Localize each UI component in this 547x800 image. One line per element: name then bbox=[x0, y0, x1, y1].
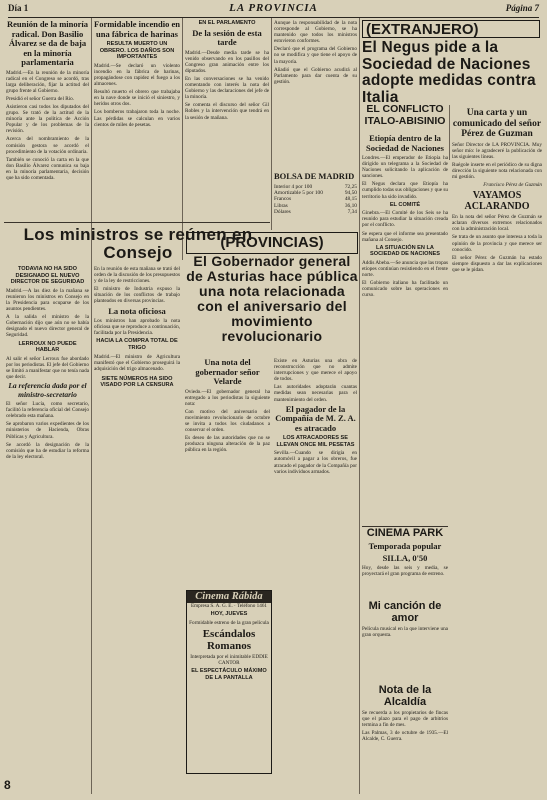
article-text: Presidió el señor Guerra del Río. bbox=[6, 95, 74, 102]
article-text: Aunque la responsabilidad de la nota corresponde al Gobierno, se ha mantenido que todos los ministros estuvieron conformes. bbox=[274, 20, 357, 45]
headline-carta: Una carta y un comunicado del señor Pérez de Guzman bbox=[452, 108, 542, 139]
article-parlamento bbox=[185, 20, 269, 220]
article-text: Las Palmas, 3 de octubre de 1935.—El Alcalde, C. Guerra. bbox=[362, 730, 448, 743]
subheadline-trigo: HACIA LA COMPRA TOTAL DE TRIGO bbox=[96, 338, 178, 351]
article-text: Se espera que el informe sea presentado mañana al Consejo. bbox=[362, 230, 448, 243]
article-pagador bbox=[274, 358, 357, 772]
cinema-park-title: CINEMA PARK bbox=[366, 527, 444, 539]
article-text: El ministro de Industria expuso la situación de los conflictos de trabajo planteados en diversas provincias. bbox=[94, 286, 180, 305]
article-text: Los ministros han aprobado la nota oficiosa que se reproduce a continuación, facilitada por la Presidencia. bbox=[94, 318, 180, 337]
headline-etiopia: Etiopía dentro de la Sociedad de Naciones bbox=[366, 134, 444, 153]
article-cancion bbox=[362, 600, 448, 680]
bolsa-value: 72,25 bbox=[344, 183, 357, 190]
column-rule bbox=[449, 105, 450, 160]
cinema-rabida-line: EL ESPECTÁCULO MÁXIMO DE LA PANTALLA bbox=[191, 667, 267, 681]
headline-sesion: De la sesión de esta tarde bbox=[192, 27, 262, 48]
ad-cinema-park bbox=[362, 526, 448, 587]
article-nota-gobernador bbox=[185, 358, 270, 586]
column-rule bbox=[271, 18, 272, 230]
article-text: El Negus declara que Etiopía ha cumplido todas sus obligaciones y que su territorio ha sido invadido. bbox=[362, 181, 448, 200]
article-text: Los bomberos trabajaron toda la noche. Las pérdidas se calculan en varios cientos de miles de pesetas. bbox=[94, 109, 180, 128]
section-extranjero: (EXTRANJERO) bbox=[362, 20, 540, 38]
headline-conflicto: EL CONFLICTO ITALO-ABISINIO bbox=[364, 103, 446, 127]
bolsa-value: 36,10 bbox=[344, 202, 357, 209]
subheadline-comite: EL COMITÉ bbox=[389, 201, 421, 208]
cinema-rabida-line: Interpretada por el inimitable EDDIE CANTOR bbox=[190, 653, 268, 666]
article-text: Acerca del nombramiento de la comisión gestora se acordó el procedimiento de la votación ordinaria. bbox=[6, 136, 89, 155]
article-text: Existe en Asturias una obra de reconstrucción que no admite interrupciones y que merece el apoyo de todos. bbox=[274, 358, 357, 383]
masthead-title: LA PROVINCIA bbox=[229, 2, 318, 14]
bolsa-label: Interior 4 por 100 bbox=[274, 183, 313, 190]
article-text: Las autoridades adoptarán cuantas medidas sean necesarias para el mantenimiento del orden. bbox=[274, 384, 357, 403]
headline-minoria: Reunión de la minoría radical. Don Basilio Álvarez se da de baja en la minoría parlamentaria bbox=[7, 20, 88, 67]
article-text: Con motivo del aniversario del movimiento revolucionario de octubre se invita a todos los ciudadanos a conservar el orden. bbox=[185, 408, 270, 434]
bolsa-title: BOLSA DE MADRID bbox=[274, 172, 355, 181]
cinema-rabida-film: Escándalos Romanos bbox=[202, 627, 256, 652]
bolsa-value: 94,50 bbox=[344, 189, 357, 196]
headline-nota-oficiosa: La nota oficiosa bbox=[108, 305, 166, 316]
subheadline-situacion: LA SITUACIÓN EN LA SOCIEDAD DE NACIONES bbox=[370, 244, 440, 258]
article-text: Se recuerda a los propietarios de fincas que el plazo para el pago de arbitrios termina a fin de mes. bbox=[362, 710, 448, 729]
headline-incendio: Formidable incendio en una fábrica de harinas bbox=[94, 20, 180, 39]
headline-pagador: El pagador de la Compañía de M. Z. A. es atracado bbox=[275, 403, 356, 433]
article-alcaldia bbox=[362, 684, 448, 772]
article-text: Sevilla.—Cuando se dirigía en automóvil a pagar a los obreros, fue atracado el pagador de la Compañía por varios individuos armados. bbox=[274, 450, 357, 475]
article-conflicto bbox=[362, 134, 448, 524]
article-text: Hoy, desde las seis y media, se proyectará el gran programa de estreno. bbox=[362, 565, 448, 578]
bolsa-value: 7,34 bbox=[347, 209, 357, 216]
subheadline-atracadores: LOS ATRACADORES SE LLEVAN ONCE MIL PESETAS bbox=[276, 435, 355, 448]
article-text: Se comenta el discurso del señor Gil Robles y la intervención que tendrá en la sesión de mañana. bbox=[185, 102, 269, 121]
article-carta bbox=[452, 108, 542, 772]
conflicto-header bbox=[362, 104, 448, 129]
article-text: Señor Director de LA PROVINCIA. Muy señor mío: le agradeceré la publicación de las siguientes líneas. bbox=[452, 141, 542, 160]
masthead-day: Día 1 bbox=[8, 3, 29, 13]
subheadline-seguridad: TODAVÍA NO HA SIDO DESIGNADO EL NUEVO DIRECTOR DE SEGURIDAD bbox=[10, 266, 85, 286]
headline-cancion: Mi canción de amor bbox=[368, 600, 442, 624]
headline-alcaldia: Nota de la Alcaldía bbox=[378, 684, 432, 708]
article-text: Declaró que el programa del Gobierno no se modifica y que tiene el apoyo de la mayoría. bbox=[274, 46, 357, 65]
headline-nota-gobernador: Una nota del gobernador señor Velarde bbox=[195, 358, 260, 386]
article-text: Ginebra.—El Comité de los Seis se ha reunido para estudiar la situación creada por el conflicto. bbox=[362, 210, 448, 229]
divider bbox=[4, 222, 270, 223]
headline-asturias: El Gobernador general de Asturias hace pública una nota relacionada con el aniversario del movimiento revolucionario bbox=[186, 253, 358, 344]
censura-note: SIETE NÚMEROS HA SIDO VISADO POR LA CENSURA bbox=[100, 375, 174, 389]
article-text: Se acordó la designación de la comisión que ha de estudiar la reforma de la ley electoral. bbox=[6, 441, 89, 460]
article-text: Al salir el señor Lerroux fue abordado por los periodistas. El jefe del Gobierno se limitó a manifestar que no tenía nada que decir. bbox=[6, 355, 89, 380]
article-text: El señor Pérez de Guzmán ha estado siempre dispuesto a dar las explicaciones que se le pidan. bbox=[452, 254, 542, 273]
cinema-rabida-subtitle: Empresa S. A. G. E. · Teléfono 1461 bbox=[190, 603, 268, 609]
article-text: Madrid.—Se declaró un violento incendio en la fábrica de harinas, propagándose con rapidez el fuego a los almacenes. bbox=[94, 62, 180, 88]
cinema-rabida-today: HOY, JUEVES bbox=[210, 611, 248, 618]
column-rule bbox=[359, 18, 360, 794]
kicker-parlamento: EN EL PARLAMENTO bbox=[198, 20, 256, 26]
article-consejo-cont bbox=[94, 266, 180, 771]
section-provincias: (PROVINCIAS) bbox=[186, 232, 358, 254]
masthead bbox=[8, 2, 539, 18]
article-consejo bbox=[6, 266, 89, 771]
headline-negus: El Negus pide a la Sociedad de Naciones adopte medidas contra Italia bbox=[362, 39, 536, 106]
bolsa-label: Libras bbox=[274, 202, 288, 209]
article-text: Se aprobaron varios expedientes de los ministerios de Hacienda, Obras Públicas y Agricultura. bbox=[6, 421, 89, 440]
article-text: También se conoció la carta en la que don Basilio Álvarez comunica su baja en la minoría parlamentaria, decisión que ha sido comentada. bbox=[6, 156, 89, 181]
article-text: Addis Abeba.—Se anuncia que las tropas etíopes continúan resistiendo en el frente norte. bbox=[362, 259, 448, 279]
article-text: Oviedo.—El gobernador general ha entregado a los periodistas la siguiente nota: bbox=[185, 388, 270, 407]
bolsa-label: Francos bbox=[274, 196, 292, 203]
headline-vayamos: VAYAMOS ACLARANDO bbox=[464, 190, 530, 213]
cinema-rabida-line: Formidable estreno de la gran película bbox=[189, 619, 269, 626]
signature: Francisco Pérez de Guzmán bbox=[483, 182, 542, 189]
masthead-page: Página 7 bbox=[505, 3, 539, 13]
cinema-park-price: SILLA, 0'50 bbox=[382, 552, 428, 563]
article-text: El señor Lucía, como secretario, facilitó la referencia oficial del Consejo celebrado esta mañana. bbox=[6, 401, 89, 420]
subheadline-incendio: RESULTA MUERTO UN OBRERO. LOS DAÑOS SON IMPORTANTES bbox=[99, 41, 175, 61]
article-text: En las conversaciones se ha venido comentando con interés la nota del Gobierno y las declaraciones del jefe de la minoría. bbox=[185, 75, 269, 101]
bolsa-label: Amortizable 5 por 100 bbox=[274, 189, 323, 196]
column-rule bbox=[91, 18, 92, 794]
ad-cinema-rabida bbox=[186, 590, 272, 774]
subheadline-referencia: La referencia dada por el ministro-secretario bbox=[8, 381, 87, 399]
article-text: Madrid.—El ministro de Agricultura manifestó que el Gobierno proseguirá la adquisición del trigo almacenado. bbox=[94, 353, 180, 372]
article-text: Asistieron casi todos los diputados del grupo. Se trató de la actitud de la minoría ante la política de Acción Popular y de los problemas de la revisión. bbox=[6, 103, 89, 135]
article-text: Añadió que el Gobierno acudirá al Parlamento para dar cuenta de su gestión. bbox=[274, 66, 357, 85]
article-continuation bbox=[274, 20, 357, 170]
bolsa-label: Dólares bbox=[274, 209, 291, 216]
article-text: En la reunión de esta mañana se trató del orden de la discusión de los presupuestos y de la ley de restricciones. bbox=[94, 266, 180, 285]
bolsa-value: 48,15 bbox=[344, 196, 357, 203]
article-incendio bbox=[94, 20, 180, 220]
headline-ministros: Los ministros se reúnen en Consejo bbox=[23, 225, 253, 262]
cinema-park-line: Temporada popular bbox=[368, 541, 442, 551]
bolsa-madrid bbox=[274, 172, 357, 228]
article-text: El Gobierno italiano ha facilitado un comunicado sobre las operaciones en curso. bbox=[362, 280, 448, 299]
article-text: Londres.—El emperador de Etiopía ha dirigido un telegrama a la Sociedad de Naciones solicitando la aplicación de sanciones. bbox=[362, 155, 448, 180]
article-text: Es deseo de las autoridades que no se produzca ninguna alteración de la paz pública en la región. bbox=[185, 435, 270, 454]
cinema-rabida-title: Cinema Rábida bbox=[187, 591, 271, 603]
article-text: Resultó muerto el obrero que trabajaba en la nave donde se inició el siniestro, y heridos otros dos. bbox=[94, 89, 180, 108]
article-text: Madrid.—Desde media tarde se ha venido observando en los pasillos del Congreso gran animación entre los diputados. bbox=[185, 49, 269, 74]
article-text: Madrid.—A las diez de la mañana se reunieron los ministros en Consejo en la Presidencia para ocuparse de los asuntos pendientes. bbox=[6, 287, 89, 313]
article-text: En la nota del señor Pérez de Guzmán se aclaran diversos extremos relacionados con la administración local. bbox=[452, 214, 542, 233]
page-number: 8 bbox=[4, 778, 11, 792]
article-minoria-radical bbox=[6, 20, 89, 226]
article-text: Ruégole inserte en el periódico de su digna dirección la siguiente nota relacionada con mi gestión. bbox=[452, 161, 542, 180]
article-text: A la salida el ministro de la Gobernación dijo que aún no se había designado el nuevo director general de Seguridad. bbox=[6, 314, 89, 339]
article-text: Película musical en la que interviene una gran orquesta. bbox=[362, 626, 448, 639]
bolsa-table bbox=[274, 184, 357, 216]
article-text: Madrid.—En la reunión de la minoría radical en el Congreso se acordó, tras larga deliberación, fijar la actitud del grupo frente al Gobierno. bbox=[6, 69, 89, 94]
article-text: Se trata de un asunto que interesa a toda la opinión de la provincia y que merece ser conocido. bbox=[452, 234, 542, 253]
subheadline-lerroux: LERROUX NO PUEDE HABLAR bbox=[18, 340, 77, 354]
column-rule bbox=[182, 18, 183, 260]
bolsa-row bbox=[274, 209, 357, 215]
